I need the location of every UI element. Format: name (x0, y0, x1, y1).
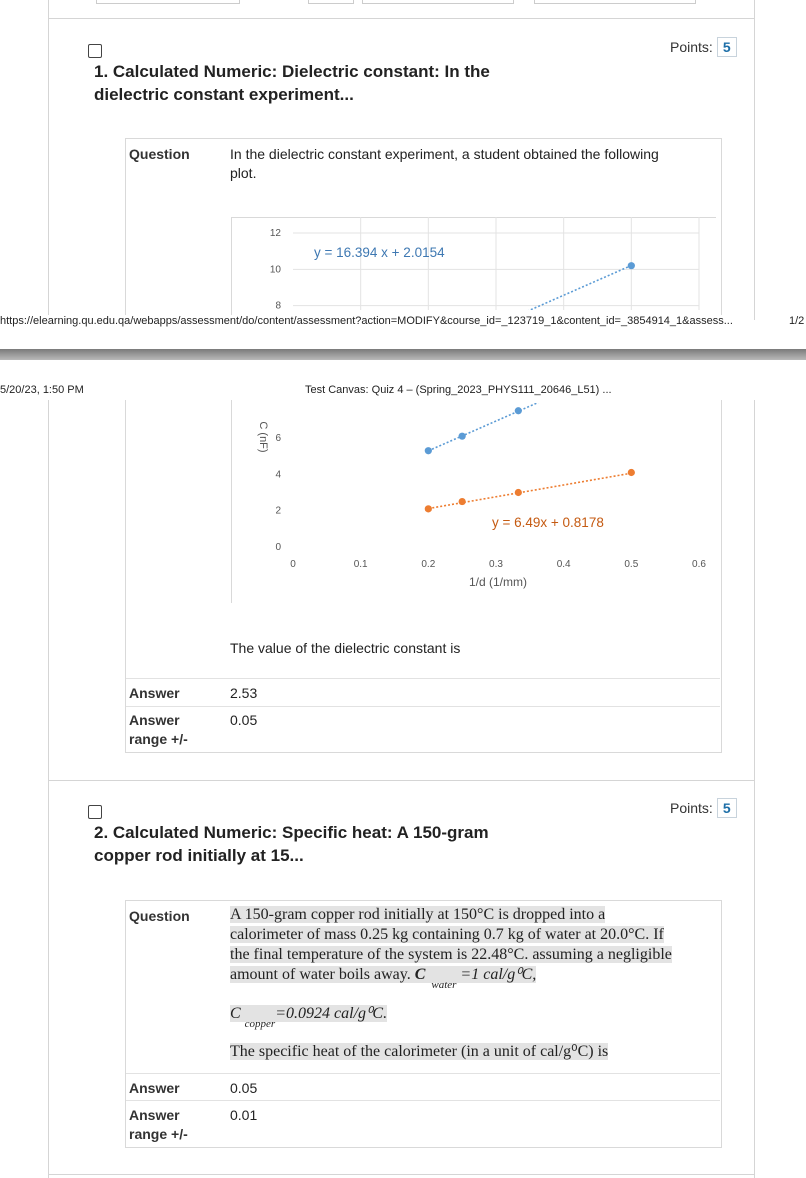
question-2-checkbox[interactable] (88, 805, 102, 819)
row-divider (126, 1073, 720, 1074)
x-tick-label: 0.4 (556, 559, 571, 570)
question-2-title: 2. Calculated Numeric: Specific heat: A 150-gram copper rod initially at 15... (94, 823, 489, 865)
chart-bottom-svg (0, 400, 806, 610)
x-tick-label: 0.5 (624, 559, 639, 570)
data-point-orange (459, 498, 466, 505)
x-tick-label: 0.6 (692, 559, 706, 570)
points-value: 5 (717, 798, 737, 818)
page1-number: 1/2 (789, 315, 805, 327)
data-point-blue (425, 447, 432, 454)
row-divider (126, 706, 720, 707)
points-label: Points: (670, 800, 713, 816)
page2-date: 5/20/23, 1:50 PM (0, 384, 84, 396)
trendline-orange (428, 473, 631, 508)
data-point-blue (628, 262, 635, 269)
x-tick-label: 0 (290, 559, 296, 570)
chart-top-svg (0, 0, 806, 320)
y-axis-title: C (nF) (257, 421, 269, 453)
points-value: 5 (717, 37, 737, 57)
y-tick-label: 10 (269, 264, 281, 276)
question-2-answer-range: 0.01 (230, 1107, 258, 1123)
data-point-blue (515, 407, 522, 414)
y-tick-label: 12 (269, 228, 281, 239)
row-divider (126, 1100, 720, 1101)
trendline-blue (428, 400, 631, 451)
answer-label: Answer (129, 685, 180, 701)
answer-range-label: Answer range +/- (129, 1107, 188, 1142)
y-tick-label: 4 (275, 469, 281, 481)
x-tick-label: 0.2 (421, 559, 436, 570)
answer-range-label: Answer range +/- (129, 712, 188, 747)
y-tick-label: 0 (275, 542, 281, 553)
data-point-orange (515, 489, 522, 496)
divider (48, 780, 754, 781)
question-1-prompt: The value of the dielectric constant is (230, 640, 461, 656)
page1-url: https://elearning.qu.edu.qa/webapps/assessment/do/content/assessment?action=MODIFY&course_id=_123719_1&content_id=_3854914_1&assess... (0, 315, 737, 327)
x-axis-title: 1/d (1/mm) (468, 575, 528, 589)
answer-label: Answer (129, 1080, 180, 1096)
question-2-points (670, 798, 737, 818)
question-2-final-line: The specific heat of the calorimeter (in a unit of cal/g⁰C) is (230, 1043, 609, 1060)
data-point-blue (459, 433, 466, 440)
data-point-orange (425, 505, 432, 512)
question-2-c-copper: $C_{copper}=0.0924$ cal/g⁰C. (230, 1005, 388, 1030)
question-1-text: In the dielectric constant experiment, a student obtained the following plot. (230, 146, 659, 181)
row-divider (126, 678, 720, 679)
page-separator (0, 349, 806, 360)
trendline-label-orange: y = 6.49x + 0.8178 (492, 515, 604, 530)
question-2-answer: 0.05 (230, 1080, 258, 1096)
question-2-text: A 150-gram copper rod initially at 150°C is dropped into a calorimeter of mass 0.25 kg containing 0.7 kg of water at 20.0°C. If the final temperature of the system is 22.48°C. assuming a negligible amount of water boils away. $C_{water}=1$ cal/g⁰C, (230, 906, 672, 991)
x-tick-label: 0.1 (353, 559, 368, 570)
y-tick-label: 8 (275, 300, 281, 312)
question-1-title: 1. Calculated Numeric: Dielectric constant: In the dielectric constant experiment... (94, 62, 490, 104)
chart-bottom-plot (425, 400, 635, 512)
trendline-blue (428, 265, 631, 320)
x-tick-label: 0.3 (489, 559, 503, 570)
y-tick-label: 6 (275, 433, 281, 444)
y-tick-label: 2 (275, 505, 281, 517)
divider (48, 1174, 754, 1175)
chart-top-plot (293, 217, 699, 320)
question-label: Question (129, 908, 190, 924)
question-1-answer: 2.53 (230, 685, 258, 701)
data-point-orange (628, 469, 635, 476)
page2-title: Test Canvas: Quiz 4 – (Spring_2023_PHYS111_20646_L51) ... (305, 384, 612, 396)
trendline-label-blue: y = 16.394 x + 2.0154 (314, 245, 445, 260)
points-label: Points: (670, 39, 713, 55)
question-1-answer-range: 0.05 (230, 712, 258, 728)
question-label: Question (129, 146, 190, 162)
